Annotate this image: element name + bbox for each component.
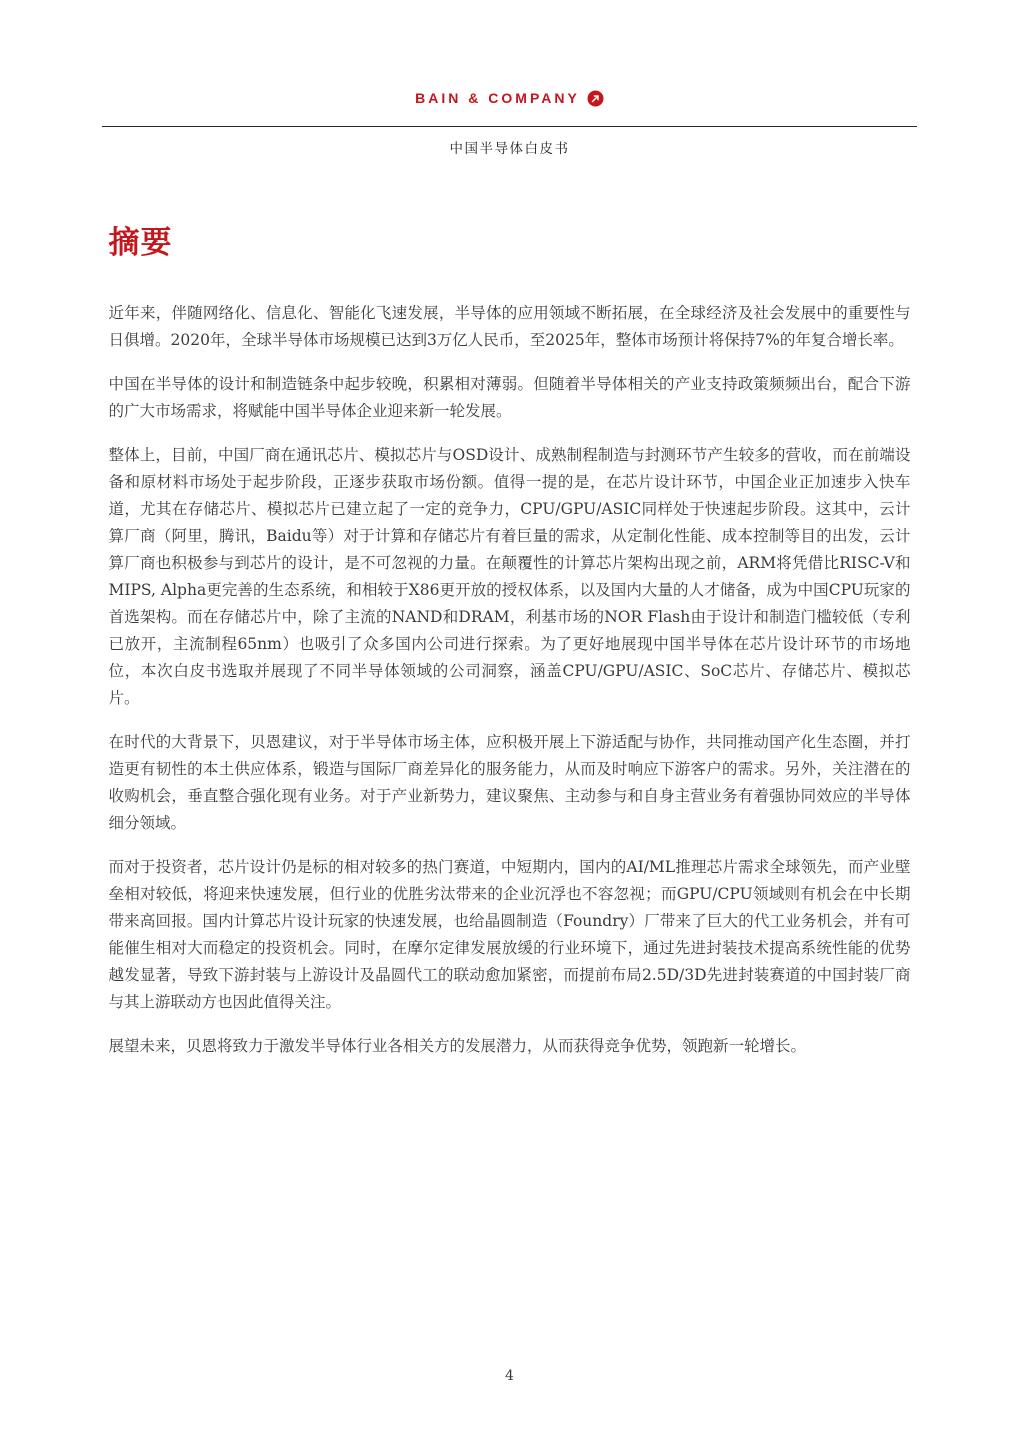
page-header <box>0 0 1019 157</box>
paragraph-6: 展望未来，贝恩将致力于激发半导体行业各相关方的发展潜力，从而获得竞争优势，领跑新一轮增长。 <box>108 1037 807 1055</box>
page-number: 4 <box>505 1368 514 1384</box>
section-title: 摘要 <box>108 225 173 260</box>
brand-logo <box>415 90 604 107</box>
summary-text <box>109 300 911 1060</box>
paragraph-4: 在时代的大背景下，贝恩建议，对于半导体市场主体，应积极开展上下游适配与协作，共同推动国产化生态圈，并打造更有韧性的本土供应体系，锻造与国际厂商差异化的服务能力，从而及时响应下游客户的需求。另外，关注潜在的收购机会，垂直整合强化现有业务。对于产业新势力，建议聚焦、主动参与和自身主营业务有着强协同效应的半导体细分领域。 <box>108 733 911 832</box>
bain-compass-icon <box>587 90 604 107</box>
paragraph-1: 近年来，伴随网络化、信息化、智能化飞速发展，半导体的应用领域不断拓展，在全球经济及社会发展中的重要性与日俱增。2020年，全球半导体市场规模已达到3万亿人民币，至2025年，整体市场预计将保持7%的年复合增长率。 <box>108 304 911 349</box>
brand-text: BAIN & COMPANY <box>415 90 580 106</box>
document-title: 中国半导体白皮书 <box>449 141 570 157</box>
page-footer <box>0 1368 1019 1384</box>
paragraph-3: 整体上，目前，中国厂商在通讯芯片、模拟芯片与OSD设计、成熟制程制造与封测环节产生较多的营收，而在前端设备和原材料市场处于起步阶段，正逐步获取市场份额。值得一提的是，在芯片设计环节，中国企业正加速步入快车道，尤其在存储芯片、模拟芯片已建立起了一定的竞争力，CPU/GPU/ASIC同样处于快速起步阶段。这其中，云计算厂商（阿里，腾讯，Baidu等）对于计算和存储芯片有着巨量的需求，从定制化性能、成本控制等目的出发，云计算厂商也积极参与到芯片的设计，是不可忽视的力量。在颠覆性的计算芯片架构出现之前，ARM将凭借比RISC-V和MIPS, Alpha更完善的生态系统，和相较于X86更开放的授权体系，以及国内大量的人才储备，成为中国CPU玩家的首选架构。而在存储芯片中，除了主流的NAND和DRAM，利基市场的NOR Flash由于设计和制造门槛较低（专利已放开，主流制程65nm）也吸引了众多国内公司进行探索。为了更好地展现中国半导体在芯片设计环节的市场地位，本次白皮书选取并展现了不同半导体领域的公司洞察，涵盖CPU/GPU/ASIC、SoC芯片、存储芯片、模拟芯片。 <box>108 446 911 707</box>
paragraph-2: 中国在半导体的设计和制造链条中起步较晚，积累相对薄弱。但随着半导体相关的产业支持政策频频出台，配合下游的广大市场需求，将赋能中国半导体企业迎来新一轮发展。 <box>108 375 911 420</box>
paragraph-5: 而对于投资者，芯片设计仍是标的相对较多的热门赛道，中短期内，国内的AI/ML推理芯片需求全球领先，而产业壁垒相对较低，将迎来快速发展，但行业的优胜劣汰带来的企业沉浮也不容忽视；而GPU/CPU领域则有机会在中长期带来高回报。国内计算芯片设计玩家的快速发展，也给晶圆制造（Foundry）厂带来了巨大的代工业务机会，并有可能催生相对大而稳定的投资机会。同时，在摩尔定律发展放缓的行业环境下，通过先进封装技术提高系统性能的优势越发显著，导致下游封装与上游设计及晶圆代工的联动愈加紧密，而提前布局2.5D/3D先进封装赛道的中国封装厂商与其上游联动方也因此值得关注。 <box>108 858 911 1011</box>
page-body <box>109 217 911 1060</box>
header-divider <box>102 126 917 127</box>
